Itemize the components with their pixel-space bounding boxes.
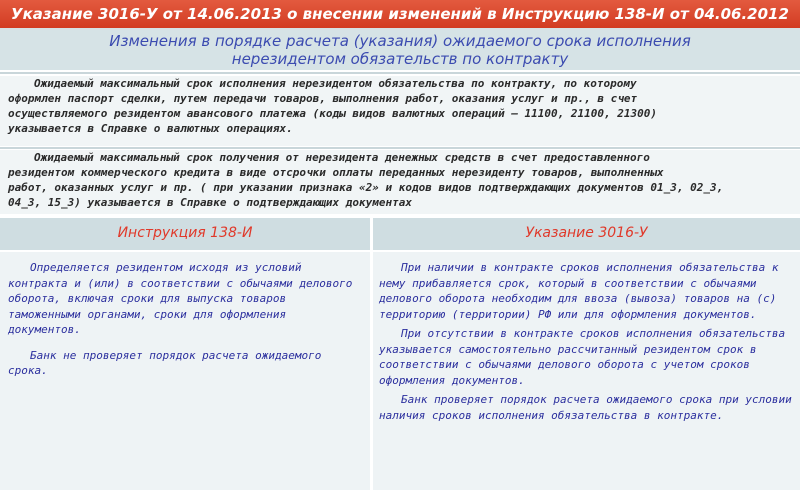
paragraph-line: оформлен паспорт сделки, путем передачи товаров, выполнения работ, оказания услуг и пр., в счет xyxy=(8,92,638,105)
column-header-directive-label: Указание 3016-У xyxy=(525,225,648,241)
column-instruction-body xyxy=(0,252,370,490)
divider xyxy=(0,72,800,74)
paragraph-line: Ожидаемый максимальный срок получения от нерезидента денежных средств в счет предоставленного xyxy=(34,151,650,164)
column-divider xyxy=(370,218,373,490)
divider xyxy=(0,147,800,149)
paragraph-line: работ, оказанных услуг и пр. ( при указании признака «2» и кодов видов подтверждающих документов 01_3, 02_3, xyxy=(8,181,724,194)
section-subtitle xyxy=(0,28,800,70)
document-title: Указание 3016-У от 14.06.2013 о внесении изменений в Инструкцию 138-И от 04.06.2012 xyxy=(11,5,789,23)
column-paragraph: Банк не проверяет порядок расчета ожидаемого срока. xyxy=(8,348,322,377)
column-directive-body xyxy=(373,252,800,490)
document-title-bar xyxy=(0,0,800,28)
column-header-instruction xyxy=(0,218,370,250)
paragraph-advance-payment xyxy=(0,76,800,146)
paragraph-line: осуществляемого резидентом авансового платежа (коды видов валютных операций – 11100, 21100, 21300) xyxy=(8,107,658,120)
column-header-directive xyxy=(373,218,800,250)
column-header-instruction-label: Инструкция 138-И xyxy=(117,225,253,241)
column-paragraph: При наличии в контракте сроков исполнения обязательства к нему прибавляется срок, который в соответствии с обычаями делового оборота необходим для ввоза (вывоза) товаров на (с) территорию (территории) РФ или для оформления документов. xyxy=(379,261,779,321)
column-paragraph: Банк проверяет порядок расчета ожидаемого срока при условии наличия сроков исполнения обязательства в контракте. xyxy=(379,393,792,422)
column-paragraph: Определяется резидентом исходя из условий контракта и (или) в соответствии с обычаями делового оборота, включая сроки для выпуска товаров таможенными органами, сроки для оформления документов. xyxy=(8,261,353,336)
paragraph-line: Ожидаемый максимальный срок исполнения нерезидентом обязательства по контракту, по которому xyxy=(34,77,637,90)
subtitle-line-1: Изменения в порядке расчета (указания) ожидаемого срока исполнения xyxy=(109,32,691,50)
paragraph-line: резидентом коммерческого кредита в виде отсрочки оплаты переданных нерезиденту товаров, выполненных xyxy=(8,166,664,179)
subtitle-line-2: нерезидентом обязательств по контракту xyxy=(231,50,569,68)
paragraph-commercial-credit xyxy=(0,150,800,214)
paragraph-line: указывается в Справке о валютных операциях. xyxy=(8,122,293,135)
column-paragraph: При отсутствии в контракте сроков исполнения обязательства указывается самостоятельно рассчитанный резидентом срок в соответствии с обычаями делового оборота с учетом сроков оформления документов. xyxy=(379,327,786,387)
paragraph-line: 04_3, 15_3) указывается в Справке о подтверждающих документах xyxy=(8,196,412,209)
